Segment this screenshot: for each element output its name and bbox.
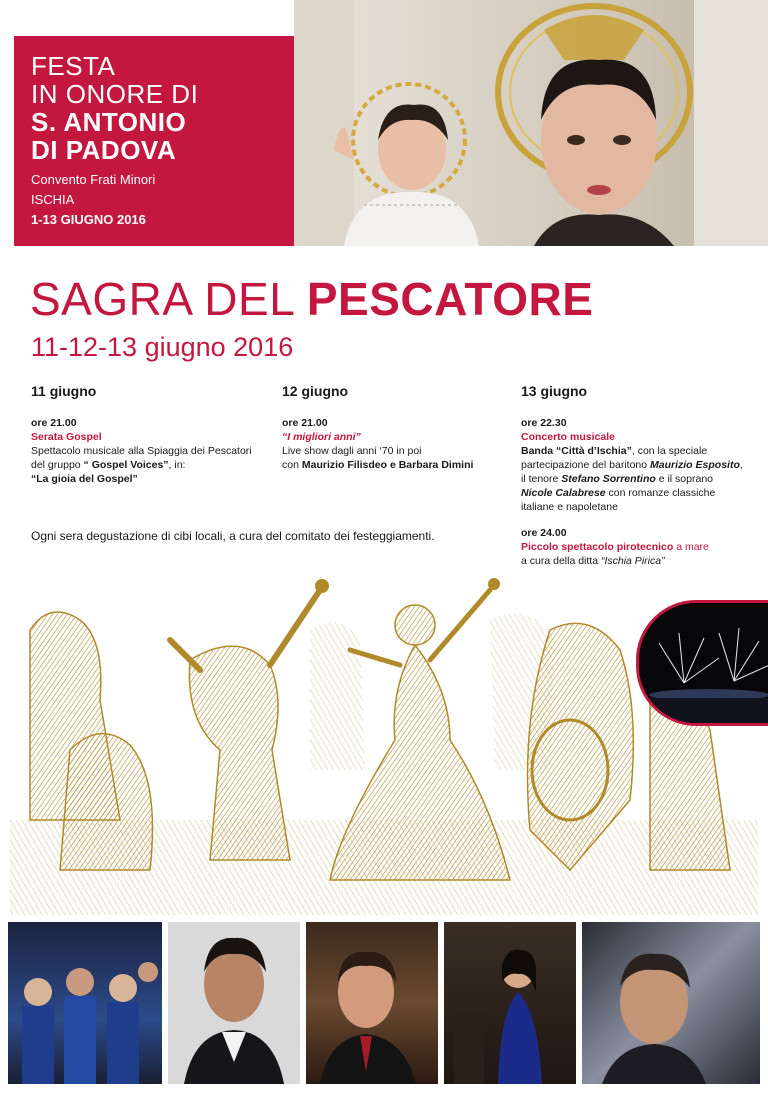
day-2-time: ore 21.00 xyxy=(282,417,328,429)
festa-line-2: IN ONORE DI xyxy=(31,79,199,109)
festa-saint-line-1: S. ANTONIO xyxy=(31,107,187,137)
sagra-title xyxy=(30,272,593,326)
day-3-tenore: Stefano Sorrentino xyxy=(561,473,656,485)
sagra-title-light: SAGRA DEL xyxy=(30,273,307,325)
festa-box xyxy=(14,36,294,246)
day-1-show-title: “La gioia del Gospel” xyxy=(31,473,138,485)
day-2-desc-2 xyxy=(282,458,512,472)
day-3-desc-3c: e il soprano xyxy=(655,473,713,485)
day-1-desc-3 xyxy=(31,472,271,486)
day-3-baritono: Maurizio Esposito xyxy=(650,459,740,471)
day-3-desc-5: italiane e napoletane xyxy=(521,501,618,513)
day-3-event: Concerto musicale xyxy=(521,431,615,443)
program-day-2 xyxy=(282,384,512,472)
day-3-desc-2a: partecipazione del baritono xyxy=(521,459,651,471)
day-3-event-2b: a mare xyxy=(673,541,709,553)
program-day-1 xyxy=(31,384,271,486)
baritone-singing-photo xyxy=(306,922,438,1084)
festa-line-1: FESTA xyxy=(31,51,116,81)
day-1-desc-1: Spettacolo musicale alla Spiaggia dei Pescatori xyxy=(31,445,252,457)
day-3-heading: 13 giugno xyxy=(521,383,588,399)
day-1-desc-2 xyxy=(31,458,271,472)
day-1-event: Serata Gospel xyxy=(31,431,102,443)
day-3-desc-3 xyxy=(521,472,766,486)
day-3-fireworks: Piccolo spettacolo pirotecnico xyxy=(521,541,674,553)
day-3-desc-1 xyxy=(521,444,766,458)
tenor-portrait-photo xyxy=(168,922,300,1084)
sagra-dates: 11-12-13 giugno 2016 xyxy=(31,332,294,362)
day-3-desc-2c: , xyxy=(739,459,743,471)
festa-convento: Convento Frati Minori xyxy=(31,172,156,187)
dancers-engraving xyxy=(10,570,758,915)
festa-luogo: ISCHIA xyxy=(31,192,75,207)
statues-illustration xyxy=(294,0,768,246)
day-3-desc-6a: a cura della ditta xyxy=(521,555,601,567)
day-3-time: ore 22.30 xyxy=(521,417,567,429)
soprano-concert-photo xyxy=(444,922,576,1084)
day-1-desc-2c: , in: xyxy=(168,459,186,471)
day-1-heading: 11 giugno xyxy=(31,383,97,399)
day-3-desc-4b: con romanze classiche xyxy=(605,487,716,499)
program-day-3 xyxy=(521,384,766,568)
day-3-banda: Banda “Città d’Ischia” xyxy=(521,445,632,457)
performer-portrait-photo xyxy=(582,922,760,1084)
day-1-desc-2a: del gruppo xyxy=(31,459,84,471)
fireworks-photo xyxy=(636,600,768,726)
gospel-choir-photo xyxy=(8,922,162,1084)
degustazione-note: Ogni sera degustazione di cibi locali, a cura del comitato dei festeggiamenti. xyxy=(31,529,435,543)
day-3-soprano: Nicole Calabrese xyxy=(521,487,606,499)
day-2-performers: Maurizio Filisdeo e Barbara Dimini xyxy=(301,459,474,471)
day-3-event-2 xyxy=(521,540,766,554)
day-3-desc-2 xyxy=(521,458,766,472)
fireworks-illustration xyxy=(639,603,768,723)
day-3-desc-4 xyxy=(521,486,766,500)
day-3-desc-1b: , con la speciale xyxy=(631,445,708,457)
festa-saint-line-2: DI PADOVA xyxy=(31,135,177,165)
day-3-desc-6 xyxy=(521,554,766,568)
day-1-time: ore 21.00 xyxy=(31,417,77,429)
day-2-event: “I migliori anni” xyxy=(282,431,361,443)
day-2-heading: 12 giugno xyxy=(282,383,349,399)
day-2-desc-2a: con xyxy=(282,459,302,471)
statues-photo xyxy=(294,0,768,246)
day-3-ditta: “Ischia Pirica” xyxy=(600,555,665,567)
day-3-desc-3a: il tenore xyxy=(521,473,562,485)
festa-date: 1-13 GIUGNO 2016 xyxy=(31,212,146,227)
sagra-title-bold: PESCATORE xyxy=(306,273,594,325)
day-3-time-2: ore 24.00 xyxy=(521,527,567,539)
day-1-group: “ Gospel Voices” xyxy=(83,459,169,471)
day-2-desc-1: Live show dagli anni ‘70 in poi xyxy=(282,445,422,457)
